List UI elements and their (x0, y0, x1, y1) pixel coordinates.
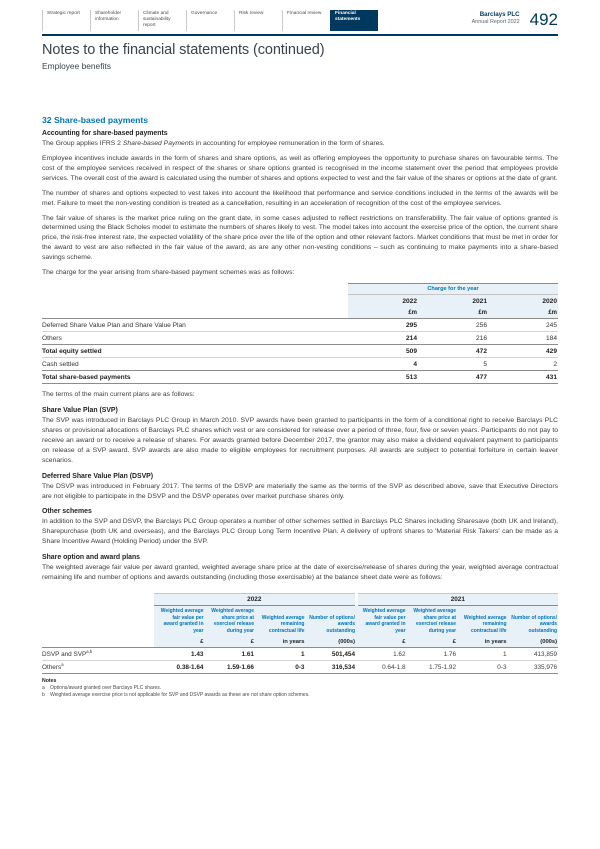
para-terms-intro: The terms of the main current plans are as follows: (42, 391, 195, 399)
awards-colhead-row (42, 606, 558, 637)
charge-col-2022: 2022 (348, 295, 418, 308)
para-employee-incentives: Employee incentives include awards in the form of shares and share options, as well as offering employees the opportunity to purchase shares on favourable terms. The cost of the employee services received in respect of the shares or share options granted is recognised in the income statement over the period that employees provide services. The overall cost of the award is calculated using the number of shares and options expected to vest and the fair value of the shares or options at the date of grant. (42, 154, 558, 182)
charge-unit-1: £m (348, 307, 418, 319)
footnote-a: a Options/award granted over Barclays PLC shares. (42, 685, 162, 692)
table-row: Deferred Share Value Plan and Share Value Plan 295 256 245 (42, 321, 558, 329)
section-title: 32 Share-based payments (42, 115, 149, 125)
col-contractual-life-2022: Weighted average remaining contractual life (255, 606, 306, 637)
page-title: Notes to the financial statements (continued) (42, 42, 325, 58)
tab-financial-review[interactable]: Financial review (282, 10, 330, 31)
heading-svp: Share Value Plan (SVP) (42, 406, 118, 414)
charge-group-header: Charge for the year (348, 284, 558, 295)
brand-subtitle: Annual Report 2022 (471, 19, 520, 25)
col-share-price-2021: Weighted average share price at exercise/ release during year (407, 606, 458, 637)
top-nav (42, 10, 558, 31)
table-row-total-equity-settled: Total equity settled 509 472 429 (42, 345, 558, 358)
share-option-award-table (42, 593, 558, 674)
table-row-others: Others$^a$ 0.38-1.64 1.59-1.66 0-3 316,534 0.64-1.8 1.75-1.92 0-3 335,976 (42, 661, 558, 674)
report-brand (472, 10, 520, 25)
title-divider (42, 34, 558, 36)
tab-strategic-report[interactable]: Strategic report (42, 10, 90, 31)
charge-for-the-year-table (42, 283, 558, 384)
footnotes-heading: Notes (42, 678, 57, 685)
awards-group-2021: 2021 (356, 594, 558, 606)
para-svp: The SVP was introduced in Barclays PLC Group in March 2010. SVP awards have been granted to participants in the form of a conditional right to receive Barclays PLC shares or provisional allocations of Barclays PLC shares which vest or are considered for release over a period of three, four, five or seven years. Participants do not pay to receive an award or to receive a release of shares. For awards granted before December 2017, the grantor may also make a dividend equivalent payment to participants on release of a SVP award. SVP awards are also made to eligible employees for recruitment purposes. All awards are subject to potential forfeiture in certain leaver scenarios. (42, 416, 558, 464)
page-subtitle: Employee benefits (42, 61, 111, 71)
tab-shareholder-information[interactable]: Shareholder information (90, 10, 138, 31)
awards-unit-row: £ £ in years (000s) £ £ in years (000s) (42, 636, 558, 648)
footnote-ref: a (61, 661, 64, 667)
table-row-dsvp-svp: DSVP and SVP$^{a,b}$ 1.43 1.61 1 501,454 1.62 1.76 1 413,859 (42, 648, 558, 658)
page-number: 492 (529, 10, 558, 29)
charge-unit-row (42, 307, 558, 319)
table-row-total-share-based: Total share-based payments 513 477 431 (42, 371, 558, 384)
col-contractual-life-2021: Weighted average remaining contractual life (457, 606, 508, 637)
charge-group-row (42, 284, 558, 295)
para-dsvp: The DSVP was introduced in February 2017. The terms of the DSVP are materially the same as the terms of the SVP as described above, save that Executive Directors are not eligible to participate in the DSVP and the DSVP operates over market purchase shares only. (42, 482, 558, 500)
tab-financial-statements[interactable]: Financial statements (330, 10, 378, 31)
col-options-outstanding-2022: Number of options/ awards outstanding (306, 606, 357, 637)
awards-group-2022: 2022 (154, 594, 356, 606)
charge-col-2020: 2020 (488, 295, 558, 308)
heading-share-option-award-plans: Share option and award plans (42, 554, 141, 562)
charge-year-row (42, 295, 558, 308)
heading-accounting: Accounting for share-based payments (42, 130, 168, 137)
tab-governance[interactable]: Governance (186, 10, 234, 31)
para-ifrs2: The Group applies IFRS 2 Share-based Payments in accounting for employee remuneration in the form of shares. (42, 140, 385, 147)
report-section-tabs (42, 10, 378, 31)
note-32-section (42, 115, 558, 700)
footnote-b: b Weighted average exercise price is not applicable for SVP and DSVP awards as these are not share option schemes. (42, 692, 310, 699)
col-fair-value-2021: Weighted average fair value per award granted in year (356, 606, 407, 637)
para-fair-value: The fair value of shares is the market price ruling on the grant date, in some cases adjusted to reflect restrictions on transferability. The fair value of options granted is determined using the Black Scholes model to estimate the numbers of shares likely to vest. The model takes into account the exercise price of the option, the current share price, the risk-free interest rate, the expected volatility of the share price over the life of the option and other relevant factors. Market conditions that must be met in order for the award to vest are also reflected in the fair value of the award, as are any other non-vesting conditions – such as continuing to make payments into a share-based savings scheme. (42, 214, 558, 262)
tab-risk-review[interactable]: Risk review (234, 10, 282, 31)
charge-unit-2: £m (418, 307, 488, 319)
charge-unit-3: £m (488, 307, 558, 319)
tab-climate-sustainability-report[interactable]: Climate and sustainability report (138, 10, 186, 31)
col-share-price-2022: Weighted average share price at exercise/ release during year (205, 606, 256, 637)
footnote-ref: a,b (86, 648, 93, 654)
heading-other-schemes: Other schemes (42, 508, 92, 516)
table-row: Others 214 216 184 (42, 332, 558, 345)
footnotes (42, 678, 558, 700)
brand-name: Barclays PLC (479, 11, 520, 18)
para-other-schemes: In addition to the SVP and DSVP, the Barclays PLC Group operates a number of other schemes settled in Barclays PLC Shares including Sharesave (both UK and Ireland), Sharepurchase (both UK and overseas), and the Barclays PLC Group Long Term Incentive Plan. A delivery of upfront shares to 'Material Risk Takers' can be made as a Share Incentive Award (Holding Period) under the SVP. (42, 518, 558, 546)
charge-col-2021: 2021 (418, 295, 488, 308)
para-charge-intro: The charge for the year arising from share-based payment schemes was as follows: (42, 269, 295, 277)
awards-year-group-row (42, 594, 558, 606)
para-vesting: The number of shares and options expected to vest takes into account the likelihood that performance and service conditions included in the terms of the awards will be met. Failure to meet the non-vesting condition is treated as a cancellation, resulting in an acceleration of recognition of the cost of the employee services. (42, 189, 558, 207)
para-share-option-award-plans: The weighted average fair value per award granted, weighted average share price at the date of exercise/release of shares during the year, weighted average contractual remaining life and number of options and awards outstanding (including those exercisable) at the balance sheet date were as follows: (42, 564, 558, 582)
col-fair-value-2022: Weighted average fair value per award granted in year (154, 606, 205, 637)
table-row: Cash settled 4 5 2 (42, 358, 558, 371)
col-options-outstanding-2021: Number of options/ awards outstanding (508, 606, 559, 637)
heading-dsvp: Deferred Share Value Plan (DSVP) (42, 472, 154, 480)
